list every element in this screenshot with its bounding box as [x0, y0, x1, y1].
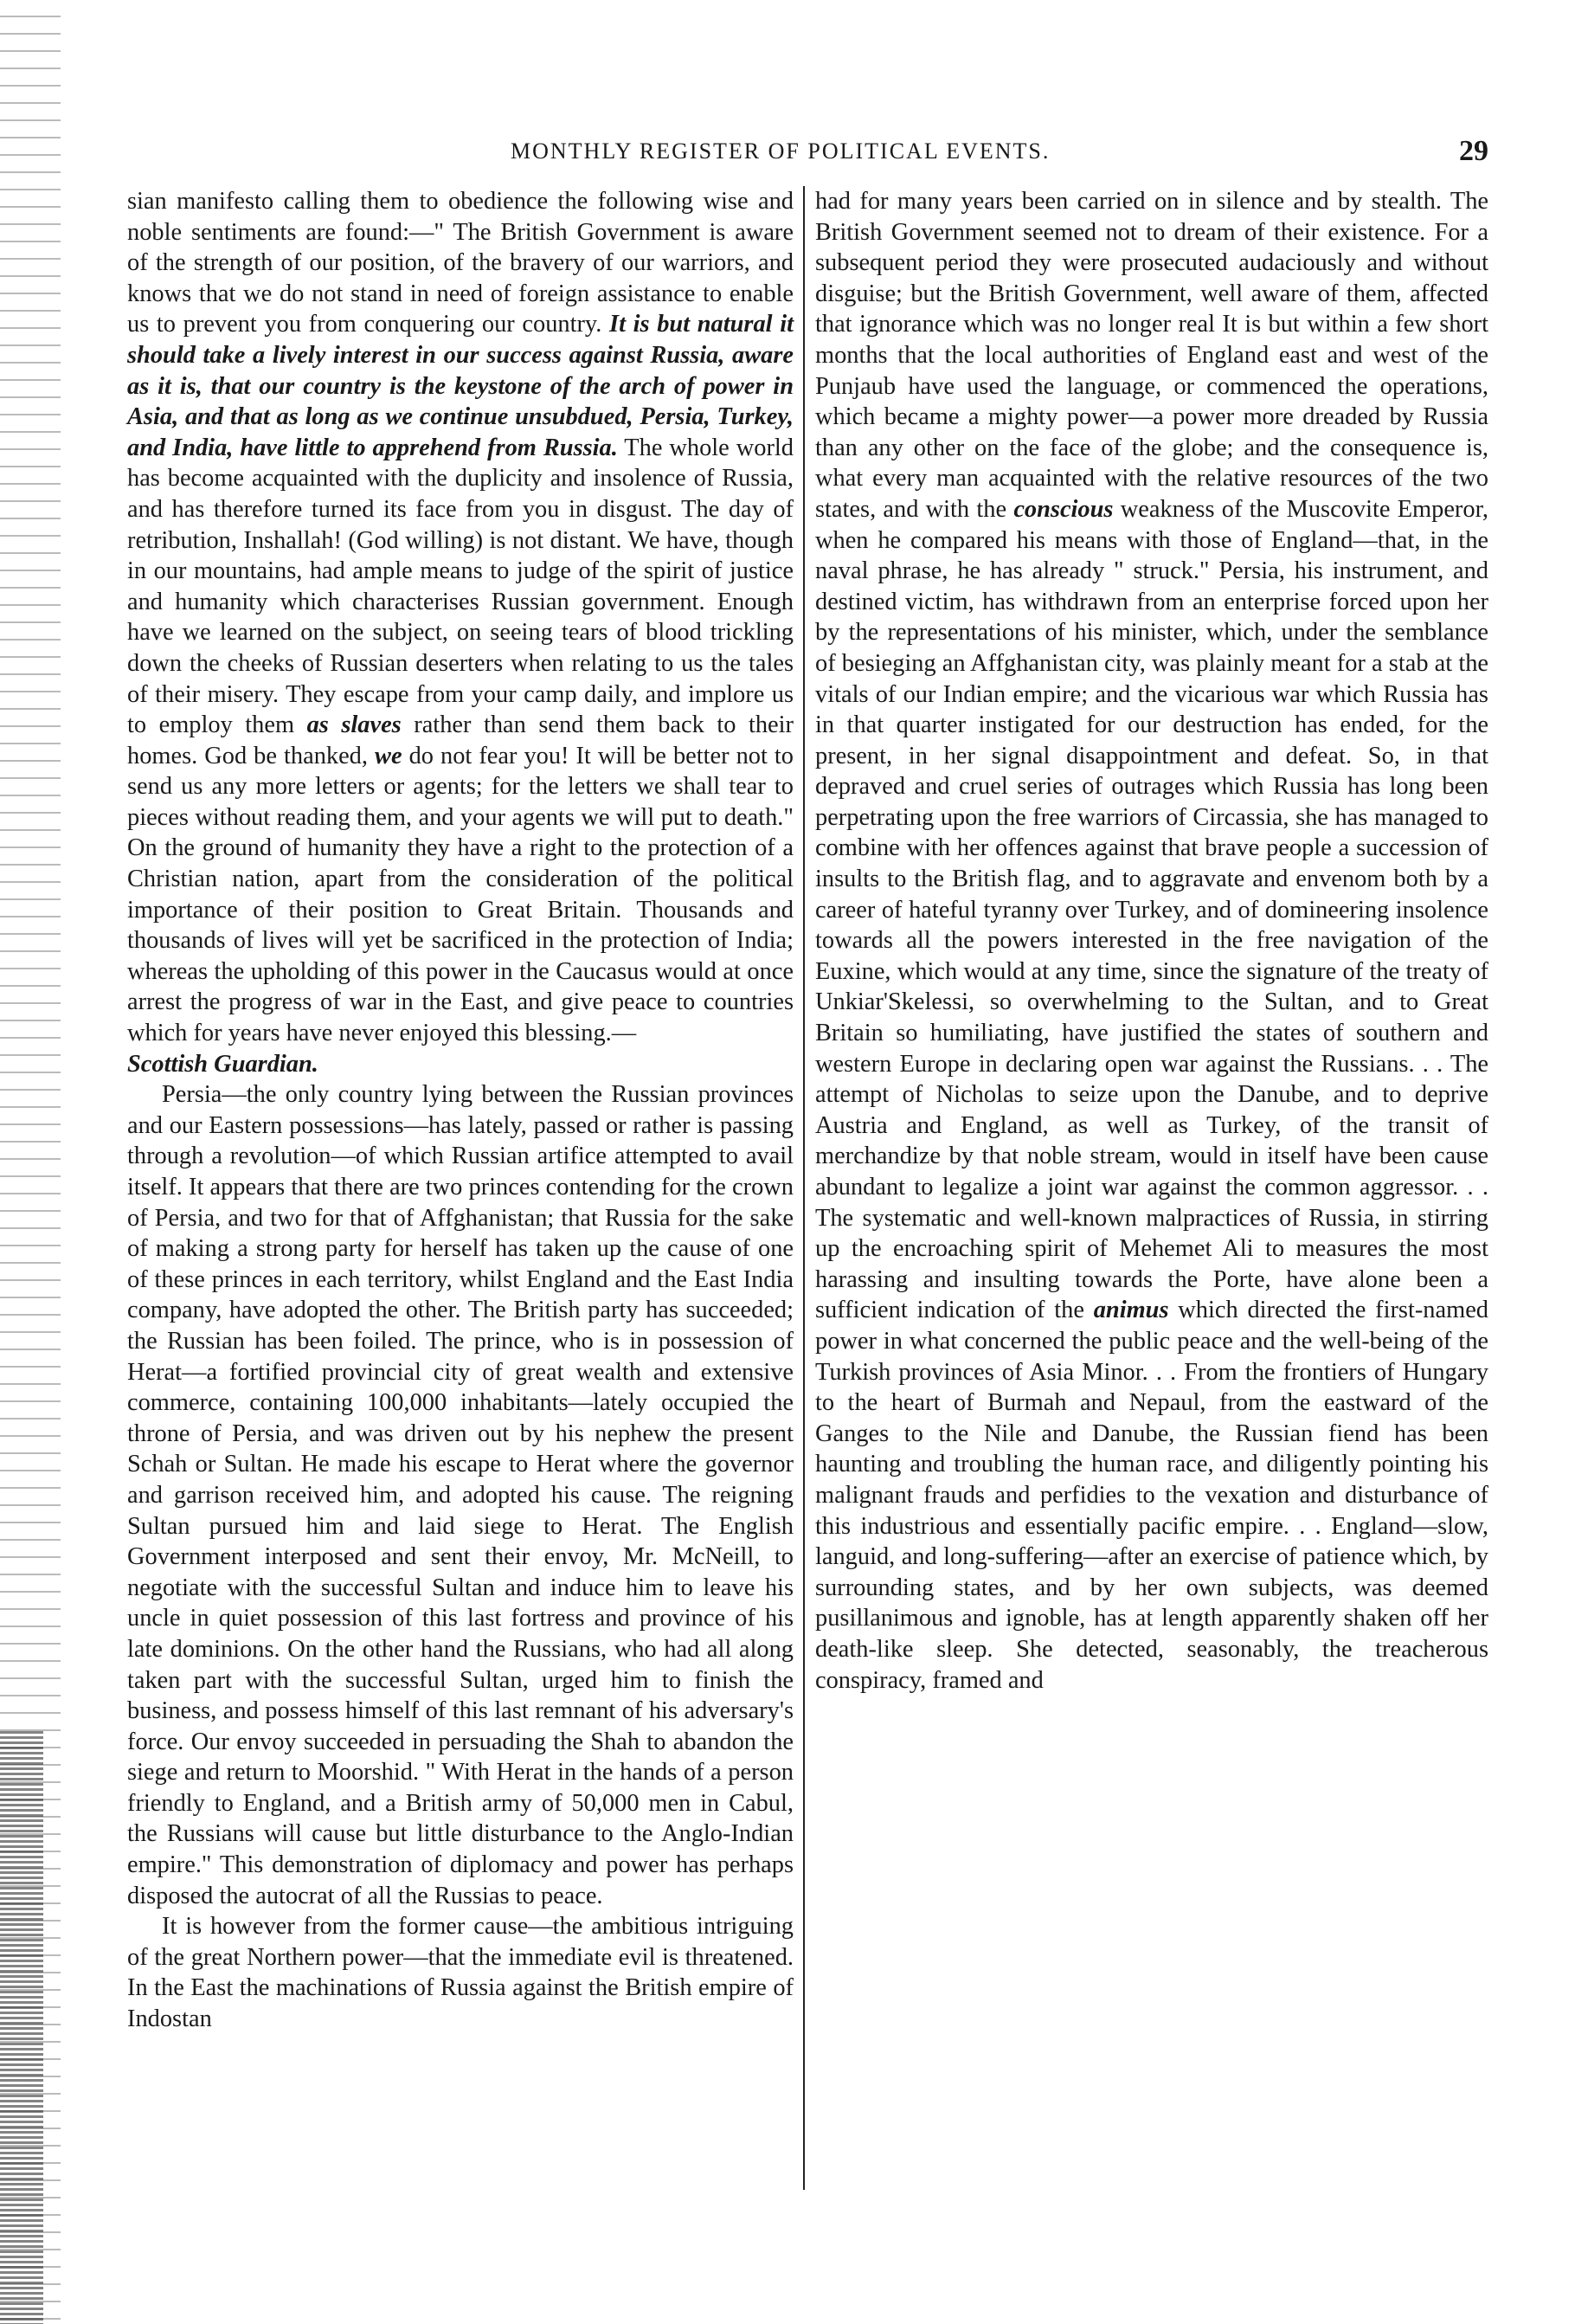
right-paragraph-continuation: [815, 186, 1488, 1696]
right-p1-text-a: had for many years been carried on in silence and by stealth. The British Government seemed not to dream of their existence. For a subsequent period they were prosecuted audaciously and without disguise; but the British Government, well aware of them, affected that ignorance which was no longer real It is but within a few short months that the local authorities of England east and west of the Punjaub have used the language, or commenced the operations, which became a mighty power—a power more dreaded by Russia than any other on the face of the globe; and the consequence is, what every man acquainted with the relative resources of the two states, and with the: [815, 188, 1488, 523]
left-p1-text-b: The whole world has become acquainted with the duplicity and insolence of Russia, and has therefore turned its face from you in disgust. The day of retribution, Inshallah! (God willing) is not distant. We have, though in our mountains, had ample means to judge of the spirit of justice and humanity which characterises Russian government. Enough have we learned on the subject, on seeing tears of blood trickling down the cheeks of Russian deserters when relating to us the tales of their misery. They escape from your camp daily, and implore us to employ them: [127, 434, 794, 739]
left-p1-text-c: rather than send them back to their homes. God be thanked,: [127, 711, 794, 769]
left-p1-text-a: sian manifesto calling them to obedience the following wise and noble sentiments are found:—" The British Government is aware of the strength of our position, of the bravery of our warriors, and knows that we do not stand in need of foreign assistance to enable us to prevent you from conquering our country.: [127, 188, 794, 338]
source-attribution: Scottish Guardian.: [127, 1050, 318, 1078]
right-p1-conscious: conscious: [1013, 495, 1114, 523]
left-p1-slaves: as slaves: [306, 711, 402, 739]
page-number: 29: [1459, 135, 1488, 167]
column-divider: [803, 186, 805, 2190]
left-paragraph-northern-power: It is however from the former cause—the ambitious intriguing of the great Northern power—that the immediate evil is threatened. In the East the machinations of Russia against the British empire of Indostan: [127, 1913, 794, 2033]
right-p1-text-c: which directed the first-named power in what concerned the public peace and the well-being of the Turkish provinces of Asia Minor. . . From the frontiers of Hungary to the heart of Burmah and Nepaul, from the eastward of the Ganges to the Nile and Danube, the Russian fiend has been haunting and troubling the human race, and diligently pointing his malignant frauds and perfidies to the vexation and disturbance of this industrious and essentially pacific empire. . . England—slow, languid, and long-suffering—after an exercise of patience which, by surrounding states, and by her own subjects, was deemed pusillanimous and ignoble, has at length apparently shaken off her death-like sleep. She detected, seasonably, the treacherous conspiracy, framed and: [815, 1297, 1488, 1694]
right-p1-text-b: weakness of the Muscovite Emperor, when he compared his means with those of England—that, in the naval phrase, he has already " struck." Persia, his instrument, and destined victim, has withdrawn from an enterprise forced upon her by the representations of his minister, which, under the semblance of besieging an Affghanistan city, was plainly meant for a stab at the vitals of our Indian empire; and the vicarious war which Russia has in that quarter instigated for our destruction has ended, for the present, in her signal disappointment and defeat. So, in that depraved and cruel series of outrages which Russia has long been perpetrating upon the free warriors of Circassia, she has managed to combine with her offences against that brave people a succession of insults to the British flag, and to aggravate and envenom both by a career of hateful tyranny over Turkey, and of domineering insolence towards all the powers interested in the free navigation of the Euxine, which would at any time, since the signature of the treaty of Unkiar'Skelessi, so overwhelming to the Sultan, and to Great Britain so humiliating, have justified the states of southern and western Europe in declaring open war against the Russians. . . The attempt of Nicholas to seize upon the Danube, and to deprive Austria and England, as well as Turkey, of the transit of merchandize by that noble stream, would in itself have been cause abundant to legalize a joint war against the common aggressor. . . The systematic and well-known malpractices of Russia, in stirring up the encroaching spirit of Mehemet Ali to measures the most harassing and insulting towards the Porte, have alone been a sufficient indication of the: [815, 495, 1488, 1324]
left-paragraph-manifesto: [127, 186, 794, 1079]
running-title: MONTHLY REGISTER OF POLITICAL EVENTS.: [511, 138, 1051, 164]
running-head: [511, 135, 1488, 173]
left-p1-text-d: do not fear you! It will be better not to send us any more letters or agents; for the letters we shall tear to pieces without reading them, and your agents we will put to death." On the ground of humanity they have a right to the protection of a Christian nation, apart from the consideration of the political importance of their position to Great Britain. Thousands and thousands of lives will yet be sacrificed in the protection of India; whereas the upholding of this power in the Caucasus would at once arrest the progress of war in the East, and give peace to countries which for years have never enjoyed this blessing.—: [127, 742, 794, 1047]
left-column: [127, 186, 794, 2035]
right-p1-animus: animus: [1093, 1297, 1169, 1324]
left-paragraph-persia: Persia—the only country lying between the Russian provinces and our Eastern possessions—has lately, passed or rather is passing through a revolution—of which Russian artifice attempted to avail itself. It appears that there are two princes contending for the crown of Persia, and two for that of Affghanistan; that Russia for the sake of making a strong party for herself has taken up the cause of one of these princes in each territory, whilst England and the East India company, have adopted the other. The British party has succeeded; the Russian has been foiled. The prince, who is in possession of Herat—a fortified provincial city of great wealth and extensive commerce, containing 100,000 inhabitants—lately occupied the throne of Persia, and was driven out by his nephew the present Schah or Sultan. He made his escape to Herat where the governor and garrison received him, and adopted his cause. The reigning Sultan pursued him and laid siege to Herat. The English Government interposed and sent their envoy, Mr. McNeill, to negotiate with the successful Sultan and induce him to leave his uncle in quiet possession of this last fortress and province of his late dominions. On the other hand the Russians, who had all along taken part with the successful Sultan, urged him to finish the business, and possess himself of this last remnant of his adversary's force. Our envoy succeeded in persuading the Shah to abandon the siege and return to Moorshid. " With Herat in the hands of a person friendly to England, and a British army of 50,000 men in Cabul, the Russians will cause but little disturbance to the Anglo-Indian empire." This demonstration of diplomacy and power has perhaps disposed the autocrat of all the Russias to peace.: [127, 1081, 794, 1909]
binding-edge-texture: [0, 0, 61, 2324]
left-p1-emphasis: It is but natural it should take a lively interest in our success against Russia, aware as it is, that our country is the keystone of the arch of power in Asia, and that as long as we continue unsubdued, Persia, Turkey, and India, have little to apprehend from Russia.: [127, 311, 794, 461]
right-column: [815, 186, 1488, 1696]
left-p1-we: we: [375, 742, 402, 769]
